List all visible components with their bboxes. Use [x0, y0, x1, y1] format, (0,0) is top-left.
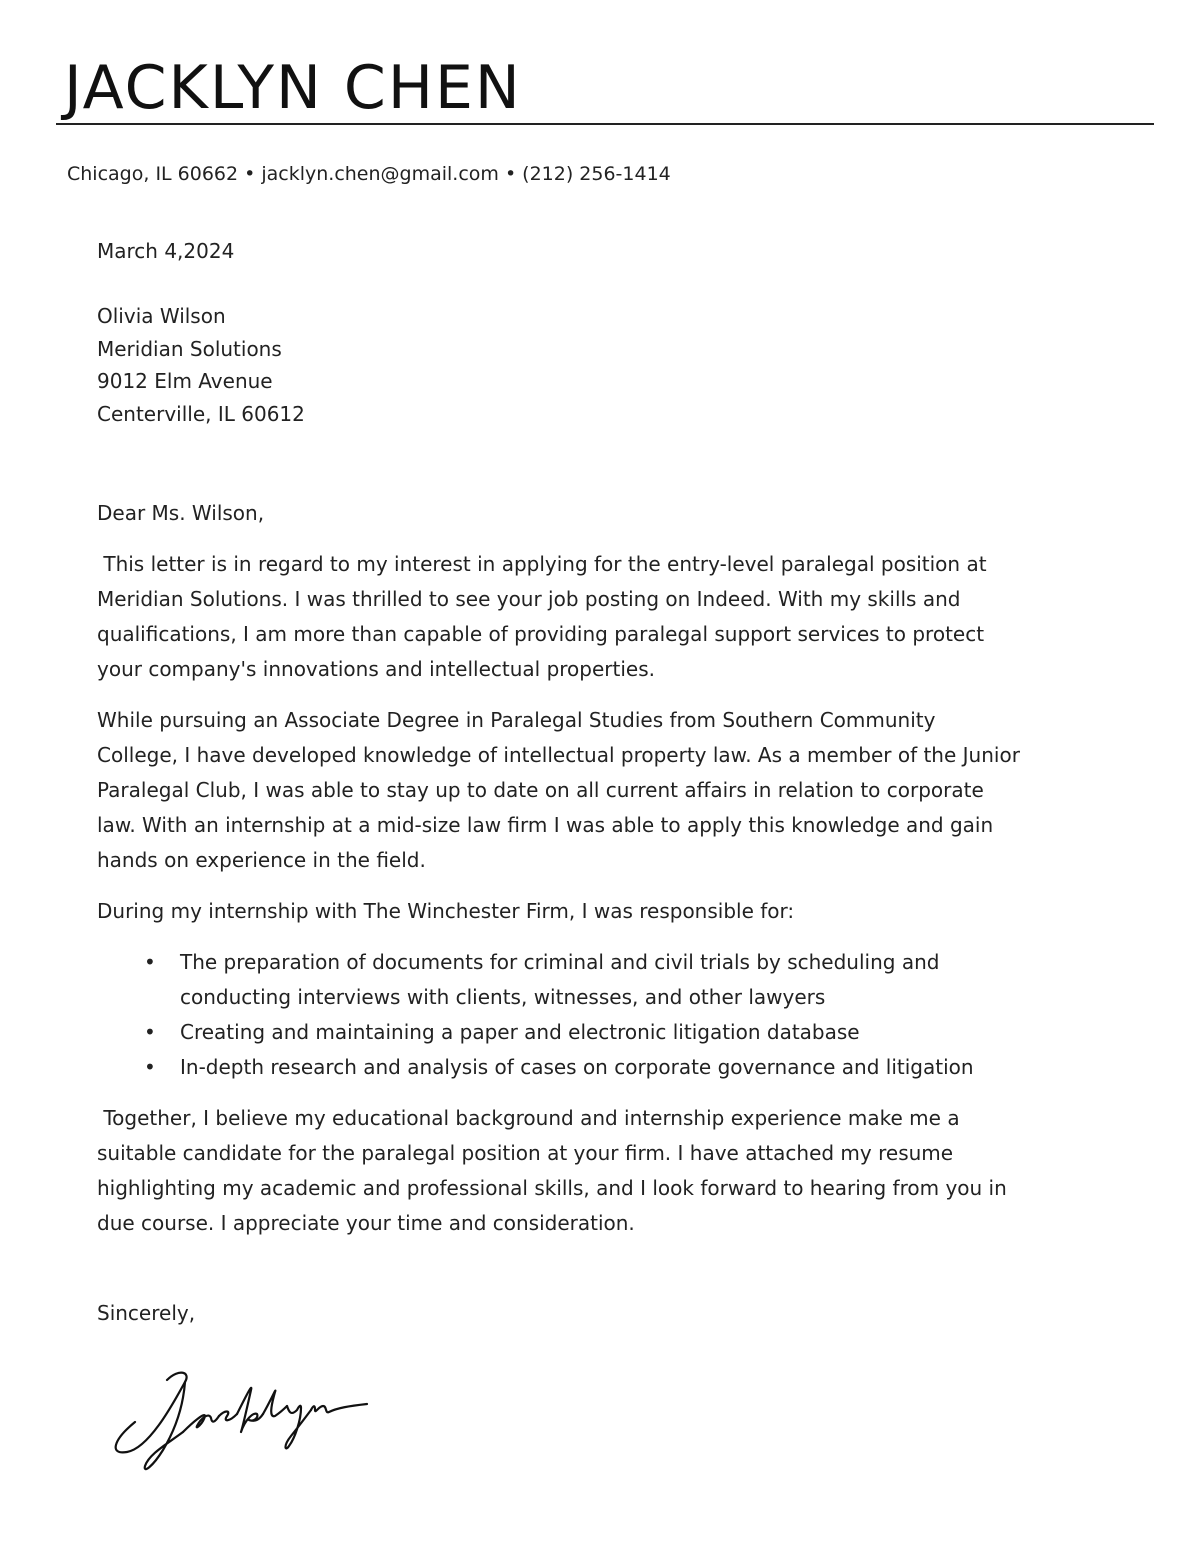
contact-line	[67, 161, 671, 187]
contact-separator: •	[504, 163, 517, 185]
contact-location: Chicago, IL 60662	[67, 163, 239, 185]
header-divider	[56, 123, 1154, 125]
contact-phone: (212) 256-1414	[522, 163, 671, 185]
paragraph-line: your company's innovations and intellectual properties.	[97, 657, 655, 681]
list-item	[144, 1015, 1107, 1050]
list-item	[144, 1050, 1107, 1085]
paragraph-line: College, I have developed knowledge of intellectual property law. As a member of the Junior	[97, 743, 1020, 767]
paragraph-line: law. With an internship at a mid-size law firm I was able to apply this knowledge and gain	[97, 813, 994, 837]
contact-separator: •	[244, 163, 256, 185]
paragraph-line: highlighting my academic and professional skills, and I look forward to hearing from you in	[97, 1176, 1007, 1200]
paragraph-line: Paralegal Club, I was able to stay up to date on all current affairs in relation to corporate	[97, 778, 984, 802]
paragraph-line: While pursuing an Associate Degree in Paralegal Studies from Southern Community	[97, 708, 936, 732]
letter-date: March 4,2024	[97, 239, 235, 263]
list-item-text: In-depth research and analysis of cases on corporate governance and litigation	[180, 1055, 974, 1079]
paragraph-line: suitable candidate for the paralegal position at your firm. I have attached my resume	[97, 1141, 954, 1165]
paragraph-line: Meridian Solutions. I was thrilled to see your job posting on Indeed. With my skills and	[97, 587, 961, 611]
list-item-text: Creating and maintaining a paper and electronic litigation database	[180, 1020, 860, 1044]
list-item-line: conducting interviews with clients, witnesses, and other lawyers	[180, 985, 826, 1009]
recipient-address	[97, 300, 305, 431]
recipient-name: Olivia Wilson	[97, 304, 226, 328]
closing: Sincerely,	[97, 1301, 196, 1325]
list-item	[144, 945, 1107, 1015]
bullet-icon: •	[144, 950, 156, 974]
paragraph-line: hands on experience in the field.	[97, 848, 426, 872]
paragraph-education	[97, 703, 1107, 878]
list-item-line: The preparation of documents for criminal and civil trials by scheduling and	[180, 950, 940, 974]
responsibilities-list	[97, 945, 1107, 1085]
paragraph-line: This letter is in regard to my interest in applying for the entry-level paralegal position at	[97, 552, 987, 576]
paragraph-line: Together, I believe my educational background and internship experience make me a	[97, 1106, 960, 1130]
recipient-company: Meridian Solutions	[97, 336, 282, 361]
paragraph-intro	[97, 547, 1107, 687]
recipient-street: 9012 Elm Avenue	[97, 369, 273, 394]
paragraph-line: due course. I appreciate your time and consideration.	[97, 1211, 635, 1235]
applicant-name: JACKLYN CHEN	[64, 53, 522, 123]
salutation: Dear Ms. Wilson,	[97, 501, 265, 525]
paragraph-line: qualifications, I am more than capable of providing paralegal support services to protect	[97, 622, 985, 646]
signature-image	[105, 1360, 380, 1485]
bullet-icon: •	[144, 1020, 156, 1044]
letter-body	[97, 496, 1107, 1257]
paragraph-internship-intro: During my internship with The Winchester Firm, I was responsible for:	[97, 899, 795, 923]
paragraph-conclusion	[97, 1101, 1107, 1241]
contact-email: jacklyn.chen@gmail.com	[261, 163, 499, 185]
bullet-icon: •	[144, 1055, 156, 1079]
recipient-city: Centerville, IL 60612	[97, 402, 305, 427]
